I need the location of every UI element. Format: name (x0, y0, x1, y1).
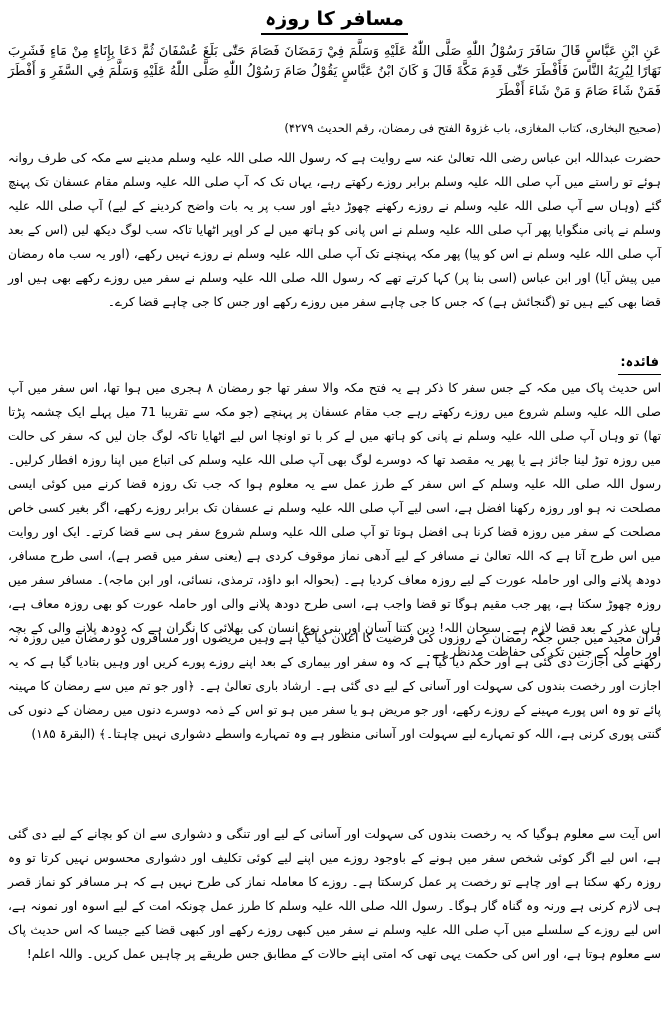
faida-paragraph-3: اس آیت سے معلوم ہوگیا کہ یہ رخصت بندوں کی سہولت اور آسانی کے لیے اور تنگی و دشواری سے ان کو بچانے کے لیے دی گئی ہے، اس لیے اگر کوئی شخص سفر میں ہونے کے باوجود روزے میں اپنے لیے کوئی تکلیف اور دشواری محسوس نہیں کرتا تو وہ روزہ رکھ سکتا ہے اور چاہے تو رخصت پر عمل کرسکتا ہے۔ روزے کا معاملہ نماز کی طرح نہیں ہے کہ ہر مسافر کو نماز قصر ہی لازم کرنی ہے ورنہ وہ گناہ گار ہوگا۔ رسول اللہ صلی اللہ علیہ وسلم کا طرز عمل چونکہ امت کے لیے اسوہ اور نمونہ ہے، اس لیے روزے کے سلسلے میں آپ صلی اللہ علیہ وسلم نے سفر میں کبھی روزے رکھے اور کبھی قضا کیے جیسا کہ اس حدیث پاک سے معلوم ہوتا ہے، اور اس کی حکمت یہی تھی کہ امتی اپنے حالات کے مطابق جس طریقے پر چاہیں عمل کریں۔ واللہ اعلم! (8, 827, 661, 961)
faida-heading-container (618, 352, 661, 375)
page-title: مسافر کا روزہ (261, 6, 408, 35)
faida-paragraph-1: اس حدیث پاک میں مکہ کے جس سفر کا ذکر ہے یہ فتح مکہ والا سفر تھا جو رمضان ۸ ہجری میں ہوا تھا، اس سفر میں آپ صلی اللہ علیہ وسلم شروع میں روزے رکھتے رہے جب مقام عسفان پر پہنچے (جو مکہ سے تقریبا 71 میل پہلے ایک چشمہ پڑتا تھا) تو وہاں آپ صلی اللہ علیہ وسلم نے پانی کو ہاتھ میں لے کر با تو اونچا اس لیے اٹھایا تاکہ لوگ جان لیں کہ سفر کی حالت میں روزہ توڑ لینا جائز ہے یا پھر یہ مقصد تھا کہ دوسرے لوگ بھی آپ صلی اللہ علیہ وسلم کی اتباع میں اپنا روزہ افطار کرلیں۔ رسول اللہ صلی اللہ علیہ وسلم کے اس سفر کے طرز عمل سے یہ معلوم ہوا کہ جب تک روزہ قضا کرنے میں کوئی ایسی مصلحت نہ ہو اور روزہ رکھنا افضل ہے، اسی لیے آپ صلی اللہ علیہ وسلم نے عسفان تک برابر روزے رکھے، اگر بغیر کسی خاص مصلحت کے سفر میں روزہ قضا کرنا ہی افضل ہوتا تو آپ صلی اللہ علیہ وسلم شروع سفر ہی سے قضا کرتے۔ ایک اور روایت میں اس طرح آتا ہے کہ اللہ تعالیٰ نے مسافر کے لیے آدھی نماز موقوف کردی ہے (یعنی سفر میں قصر ہے)، اسی طرح مسافر، دودھ پلانے والی اور حاملہ عورت کے لیے روزہ معاف کردیا ہے۔ (بحوالہ ابو داؤد، ترمذی، نسائی، اور ابن ماجہ)۔ مسافر سفر میں روزہ چھوڑ سکتا ہے، پھر جب مقیم ہوگا تو قضا واجب ہے، اسی طرح دودھ پلانے والی اور حاملہ عورت کو بھی روزہ معاف ہے، ہاں عذر کے بعد قضا لازم ہے۔ سبحان اللہ! دین کتنا آسان اور بنی نوع انسان کی بھلائی کا نگران ہے کہ دودھ پلانے والی کے بچہ اور حاملہ کے جنین تک کی حفاظت مدنظر ہے۔ (8, 381, 661, 659)
hadith-reference: (صحیح البخاری، کتاب المغازی، باب غزوۃ الفتح فی رمضان، رقم الحدیث ۴۲۷۹) (284, 121, 661, 135)
title-container (0, 6, 669, 35)
hadith-arabic-text: عَنِ ابْنِ عَبَّاسٍ قَالَ سَافَرَ رَسُوْلُ اللّٰهِ صَلَّى اللّٰهُ عَلَيْهِ وَسَلَّمَ فِيْ رَمَضَانَ فَصَامَ حَتّٰى بَلَغَ عُسْفَانَ ثُمَّ دَعَا بِإِنَاءٍ مِنْ مَاءٍ فَشَرِبَ نَهَارًا لِيُرِيَهُ النَّاسَ فَأَفْطَرَ حَتّٰى قَدِمَ مَكَّةَ قَالَ وَ كَانَ ابْنُ عَبَّاسٍ يَقُوْلُ صَامَ رَسُوْلُ اللّٰهِ صَلَّى اللّٰهُ عَلَيْهِ وَسَلَّمَ فِي السَّفَرِ وَ أَفْطَرَ فَمَنْ شَاءَ صَامَ وَ مَنْ شَاءَ أَفْطَرَ (8, 44, 661, 99)
faida-paragraph-2: قرآن مجید میں جس جگہ رمضان کے روزوں کی فرضیت کا اعلان کیا گیا ہے وہیں مریضوں اور مسافروں کو رمضان میں روزہ نہ رکھنے کی اجازت دی گئی ہے اور حکم دیا گیا ہے کہ وہ سفر اور بیماری کے بعد اپنے روزے پورے کریں اور وہیں بتادیا گیا ہے کہ یہ اجازت اور رخصت بندوں کی سہولت اور آسانی کے لیے دی گئی ہے۔ ارشاد باری تعالیٰ ہے۔ ﴿اور جو تم میں سے رمضان کا مہینہ پائے تو وہ اس پورے مہینے کے روزے رکھے، اور جو مریض ہو یا سفر میں ہو تو اس کے ذمہ دوسرے دنوں میں رمضان کے دنوں کی گنتی پوری کرنی ہے، اللہ کو تمہارے لیے سہولت اور آسانی منظور ہے وہ تمہارے واسطے دشواری نہیں چاہتا۔﴾ (البقرۃ ۱۸۵) (8, 631, 661, 741)
faida-heading: فائدہ: (618, 352, 661, 375)
translation-paragraph: حضرت عبداللہ ابن عباس رضی اللہ تعالیٰ عنہ سے روایت ہے کہ رسول اللہ صلی اللہ علیہ وسلم مدینے سے مکہ کی طرف روانہ ہوئے تو راستے میں آپ صلی اللہ علیہ وسلم برابر روزے رکھتے رہے، یہاں تک کہ آپ صلی اللہ علیہ وسلم مقام عسفان تک پہنچ گئے (وہاں سے آپ صلی اللہ علیہ وسلم نے روزے رکھنے چھوڑ دیئے اور سب پر یہ بات واضح کردینے کے لیے) آپ صلی اللہ علیہ وسلم نے پانی منگوایا پھر آپ صلی اللہ علیہ وسلم نے اس پانی کو ہاتھ میں لے کر اوپر اٹھایا تاکہ سب لوگ دیکھ لیں (اس کے بعد آپ صلی اللہ علیہ وسلم نے اس کو پیا) پھر مکہ پہنچنے تک آپ صلی اللہ علیہ وسلم نے روزے نہیں رکھے، (اور یہ سب ماہ رمضان میں پیش آیا) اور ابن عباس (اسی بنا پر) کہا کرتے تھے کہ رسول اللہ صلی اللہ علیہ وسلم نے سفر میں روزے رکھے بھی ہیں اور قضا بھی کیے ہیں تو (گنجائش ہے) کہ جس کا جی چاہے سفر میں روزے رکھے اور جس کا جی چاہے قضا کرے۔ (8, 151, 661, 309)
